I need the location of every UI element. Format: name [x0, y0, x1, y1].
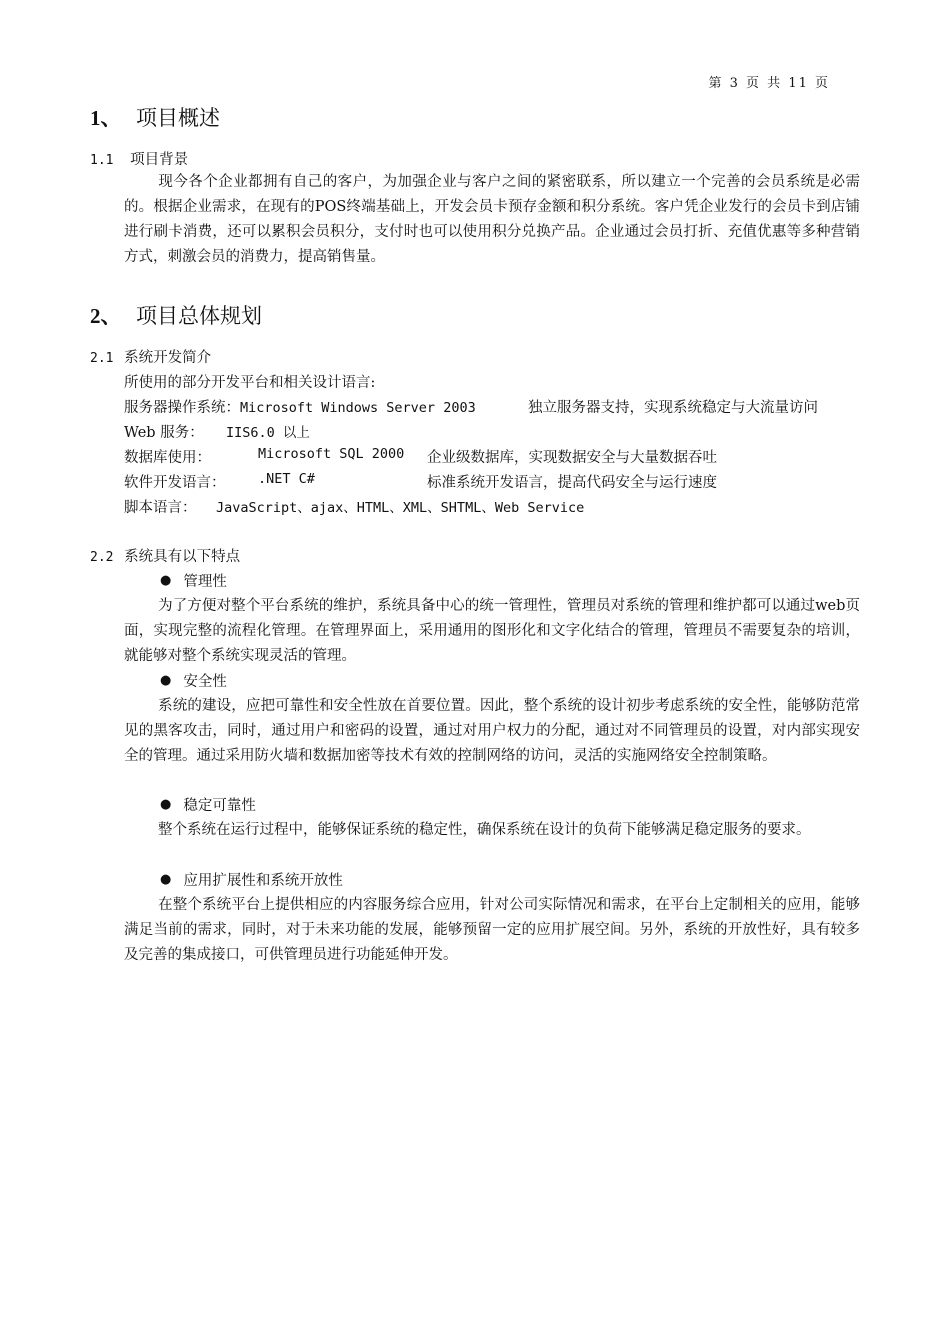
section-title: 项目概述	[136, 106, 220, 130]
dev-row-server-os	[124, 396, 476, 417]
feature-name: 管理性	[183, 574, 227, 590]
row-desc: 独立服务器支持，实现系统稳定与大流量访问	[528, 400, 818, 416]
section-2-heading	[90, 300, 262, 330]
paragraph-text: 系统的建设，应把可靠性和安全性放在首要位置。因此，整个系统的设计初步考虑系统的安全性，能够防范常见的黑客攻击，同时，通过用户和密码的设置，通过对用户权力的分配，通过对不同管理员的设置，对内部实现安全的管理。通过采用防火墙和数据加密等技术有效的控制网络的访问，灵活的实施网络安全控制策略。	[124, 698, 860, 764]
page-number-header: 第 3 页 共 11 页	[708, 76, 830, 91]
dev-row-web-service	[124, 421, 204, 442]
row-value-text: IIS6.0 以上	[226, 425, 310, 441]
section-number: 2、	[90, 304, 122, 328]
feature-bullet-extensibility	[160, 869, 343, 890]
project-background-paragraph	[124, 170, 860, 270]
feature-bullet-stability	[160, 794, 256, 815]
feature-name: 稳定可靠性	[183, 798, 256, 814]
row-label: 脚本语言：	[124, 500, 197, 516]
row-value: Microsoft SQL 2000	[258, 446, 405, 462]
subsection-title: 系统开发简介	[124, 350, 212, 366]
paragraph-text: 为了方便对整个平台系统的维护，系统具备中心的统一管理性，管理员对系统的管理和维护都可以通过web页面，实现完整的流程化管理。在管理界面上，采用通用的图形化和文字化结合的管理，管理员不需要复杂的培训，就能够对整个系统实现灵活的管理。	[124, 598, 860, 664]
feature-bullet-security	[160, 670, 227, 691]
subsection-number: 2.2	[90, 550, 114, 565]
dev-row-database	[124, 446, 211, 467]
section-title: 项目总体规划	[136, 304, 262, 328]
paragraph-text: 整个系统在运行过程中，能够保证系统的稳定性，确保系统在设计的负荷下能够满足稳定服务的要求。	[158, 822, 811, 838]
dev-platform-intro: 所使用的部分开发平台和相关设计语言:	[124, 375, 376, 391]
section-1-heading	[90, 102, 220, 132]
row-desc: 企业级数据库，实现数据安全与大量数据吞吐	[427, 450, 717, 466]
subsection-1-1-heading	[90, 148, 188, 169]
bullet-icon: ●	[160, 673, 172, 688]
dev-row-script	[124, 496, 197, 517]
subsection-title: 项目背景	[130, 152, 189, 168]
row-value	[226, 421, 310, 441]
row-label: 软件开发语言：	[124, 475, 226, 491]
bullet-icon: ●	[160, 872, 172, 887]
bullet-icon: ●	[160, 573, 172, 588]
feature-paragraph-extensibility	[124, 893, 860, 968]
row-label: 服务器操作系统：	[124, 400, 240, 416]
section-number: 1、	[90, 106, 122, 130]
row-desc: 标准系统开发语言，提高代码安全与运行速度	[427, 475, 717, 491]
row-label: Web 服务：	[124, 425, 204, 441]
feature-bullet-management	[160, 570, 227, 591]
paragraph-text: 在整个系统平台上提供相应的内容服务综合应用，针对公司实际情况和需求，在平台上定制相关的应用，能够满足当前的需求，同时，对于未来功能的发展，能够预留一定的应用扩展空间。另外，系统的开放性好，具有较多及完善的集成接口，可供管理员进行功能延伸开发。	[124, 897, 860, 963]
feature-paragraph-management	[124, 594, 860, 669]
row-value: .NET C#	[258, 471, 315, 487]
feature-name: 应用扩展性和系统开放性	[183, 873, 343, 889]
paragraph-text: 现今各个企业都拥有自己的客户，为加强企业与客户之间的紧密联系，所以建立一个完善的会员系统是必需的。根据企业需求，在现有的POS终端基础上，开发会员卡预存金额和积分系统。客户凭企业发行的会员卡到店铺进行刷卡消费，还可以累积会员积分，支付时也可以使用积分兑换产品。企业通过会员打折、充值优惠等多种营销方式，刺激会员的消费力，提高销售量。	[124, 174, 860, 265]
subsection-number: 1.1	[90, 153, 114, 168]
subsection-2-2-heading	[90, 545, 240, 566]
dev-row-language	[124, 471, 226, 492]
row-value: Microsoft Windows Server 2003	[240, 400, 476, 416]
subsection-number: 2.1	[90, 351, 114, 366]
subsection-2-1-heading	[90, 346, 211, 367]
subsection-title: 系统具有以下特点	[124, 549, 241, 565]
feature-name: 安全性	[183, 674, 227, 690]
row-value: JavaScript、ajax、HTML、XML、SHTML、Web Service	[216, 500, 585, 516]
feature-paragraph-security	[124, 694, 860, 769]
bullet-icon: ●	[160, 797, 172, 812]
row-label: 数据库使用：	[124, 450, 211, 466]
feature-paragraph-stability	[124, 818, 860, 843]
